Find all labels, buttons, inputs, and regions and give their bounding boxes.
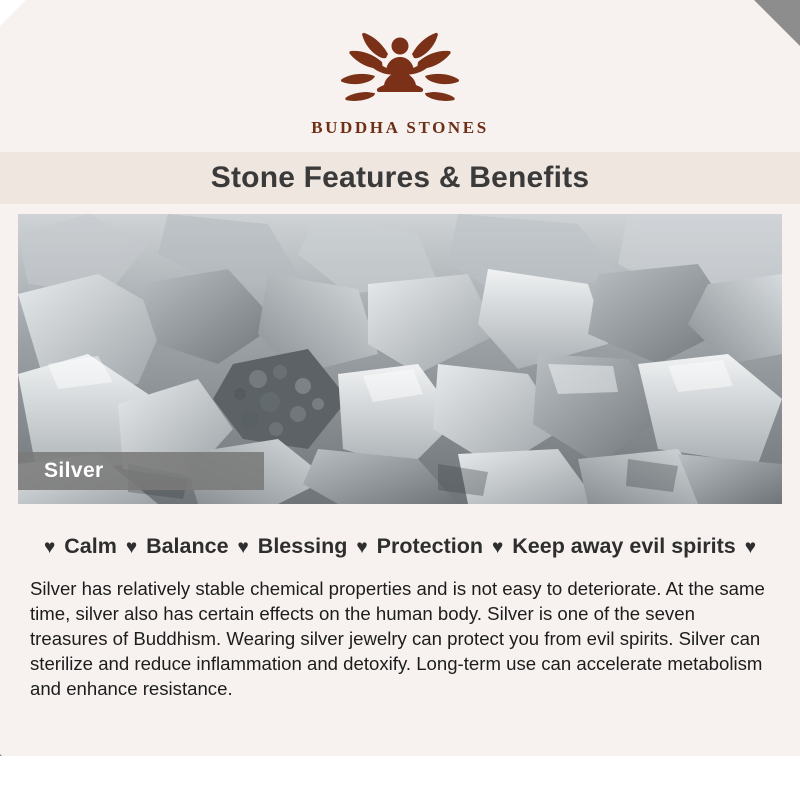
title-band [0,152,800,204]
heart-icon-3: ♥ [237,537,249,558]
benefit-item-2: Balance [146,534,229,558]
heart-icon-4: ♥ [356,537,368,558]
corner-notch-bottom-right [774,774,800,800]
stone-name-label [18,452,264,490]
heart-icon-1: ♥ [43,537,56,558]
heart-icon-5: ♥ [491,537,504,558]
corner-notch-top-left [0,0,26,26]
stone-name-text: Silver [44,459,104,482]
benefits-line [18,534,782,559]
benefit-item-5: Keep away evil spirits [512,534,736,558]
lotus-meditation-icon [320,22,480,114]
heart-icon-6: ♥ [744,537,756,558]
description-text: Silver has relatively stable chemical properties and is not easy to deteriorate. At the same time, silver also has certain effects on the human body. Silver is one of the seven treasures of Buddhism. Wearing silver jewelry can protect you from evil spirits. Silver can sterilize and reduce inflammation and detoxify. Long-term use can accelerate metabolism and enhance resistance. [30,578,765,699]
benefit-item-3: Blessing [257,534,348,558]
benefit-item-4: Protection [376,534,483,558]
brand-name: BUDDHA STONES [311,118,489,137]
page-title: Stone Features & Benefits [210,161,590,194]
hero-image [18,214,782,504]
bottom-white-strip [0,756,800,800]
brand-header [0,0,800,138]
benefit-item-1: Calm [64,534,117,558]
heart-icon-2: ♥ [125,537,138,558]
